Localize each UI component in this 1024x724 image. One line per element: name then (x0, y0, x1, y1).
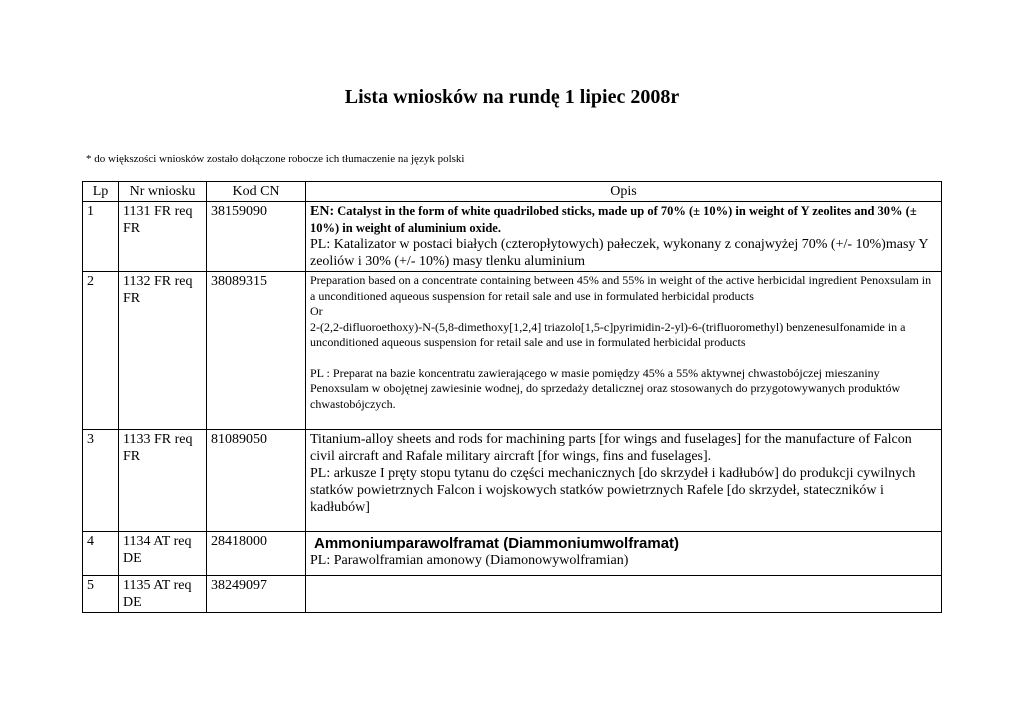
cell-lp: 3 (83, 430, 119, 532)
description-en-line1: Preparation based on a concentrate containing between 45% and 55% in weight of the active herbicidal ingredient Penoxsulam in a unconditioned aqueous suspension for retail sale and use in formulated herbicidal products (310, 273, 932, 303)
cell-opis (306, 576, 942, 613)
cell-opis (306, 430, 942, 532)
cell-opis (306, 202, 942, 272)
cell-opis (306, 272, 942, 430)
cell-lp: 4 (83, 532, 119, 576)
footnote: * do większości wniosków zostało dołączone robocze ich tłumaczenie na język polski (86, 153, 465, 165)
cell-cn: 28418000 (207, 532, 306, 576)
description-pl: PL : Preparat na bazie koncentratu zawierającego w masie pomiędzy 45% a 55% aktywnej chwastobójczej mieszaniny Penoxsulam w obojętnej zawiesinie wodnej, do sprzedaży detalicznej oraz stosowanych do przygotowywanych produktów chwastobójczych. (310, 365, 901, 411)
en-label: EN: (310, 204, 335, 219)
description-en-line3: 2-(2,2-difluoroethoxy)-N-(5,8-dimethoxy[1,2,4] triazolo[1,5-c]pyrimidin-2-yl)-6-(trifluoromethyl) benzenesulfonamide in a unconditioned aqueous suspension for retail sale and use in formulated herbicidal products (310, 319, 906, 349)
cell-nr: 1134 AT req DE (119, 532, 207, 576)
spacer (310, 351, 937, 366)
cell-nr: 1135 AT req DE (119, 576, 207, 613)
cell-lp: 5 (83, 576, 119, 613)
table-row (83, 202, 942, 272)
table-row (83, 576, 942, 613)
description-en-or: Or (310, 304, 323, 318)
description-en (310, 203, 937, 236)
cell-nr: 1131 FR req FR (119, 202, 207, 272)
header-nr-wniosku: Nr wniosku (119, 182, 207, 202)
cell-lp: 1 (83, 202, 119, 272)
cell-opis (306, 532, 942, 576)
cell-cn: 81089050 (207, 430, 306, 532)
table-row (83, 272, 942, 430)
cell-nr: 1133 FR req FR (119, 430, 207, 532)
table-row (83, 532, 942, 576)
cell-lp: 2 (83, 272, 119, 430)
cell-cn: 38249097 (207, 576, 306, 613)
description-pl: PL: arkusze I pręty stopu tytanu do części mechanicznych [do skrzydeł i kadłubów] do produkcji cywilnych statków powietrznych Falcon i wojskowych statków powietrznych Rafele [do skrzydeł, stateczników i kadłubów] (310, 466, 916, 515)
page-title: Lista wniosków na rundę 1 lipiec 2008r (344, 86, 680, 108)
description-pl: PL: Katalizator w postaci białych (czteropłytowych) pałeczek, wykonany z conajwyżej 70% (+/- 10%)masy Y zeoliów i 30% (+/- 10%) masy tlenku aluminium (310, 237, 928, 269)
description-en: Ammoniumparawolframat (Diammoniumwolframat) (314, 535, 680, 552)
en-text: Catalyst in the form of white quadrilobed sticks, made up of 70% (± 10%) in weight of Y zeolites and 30% (± 10%) in weight of aluminium oxide. (310, 204, 917, 235)
table-row (83, 430, 942, 532)
applications-table (82, 181, 942, 613)
header-lp: Lp (83, 182, 119, 202)
table-header-row (83, 182, 942, 202)
header-kod-cn: Kod CN (207, 182, 306, 202)
description-en: Titanium-alloy sheets and rods for machining parts [for wings and fuselages] for the manufacture of Falcon civil aircraft and Rafale military aircraft [for wings, fins and fuselages]. (310, 432, 912, 464)
cell-cn: 38089315 (207, 272, 306, 430)
header-opis: Opis (306, 182, 942, 202)
cell-nr: 1132 FR req FR (119, 272, 207, 430)
description-pl: PL: Parawolframian amonowy (Diamonowywolframian) (310, 553, 629, 568)
cell-cn: 38159090 (207, 202, 306, 272)
